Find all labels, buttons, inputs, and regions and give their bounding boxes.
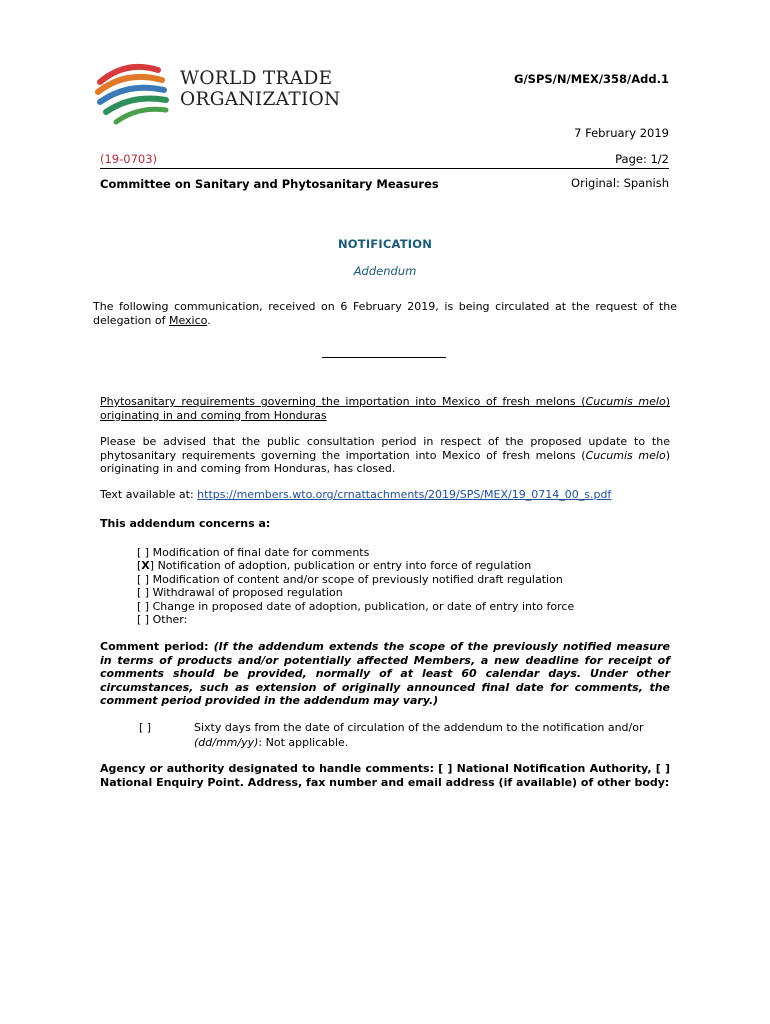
advice-species: Cucumis melo [585,448,666,462]
original-language: Original: Spanish [571,176,669,190]
list-item [137,546,677,559]
section-separator [322,357,446,358]
checkbox-label: Modification of content and/or scope of previously notified draft regulation [152,572,563,586]
text-available-label: Text available at: [100,488,198,501]
notification-title: NOTIFICATION [337,237,433,251]
advice-prefix: Please be advised that the public consultation period in respect of the proposed update to the phytosanitary requirements governing the importation into Mexico of fresh melons ( [100,435,670,462]
checkbox-label: Other: [152,613,188,627]
list-item [137,559,677,572]
document-symbol: G/SPS/N/MEX/358/Add.1 [514,72,669,86]
date-format: (dd/mm/yy) [194,735,259,749]
header-divider [100,168,669,169]
comment-period-text: (If the addendum extends the scope of the previously notified measure in terms of products and/or potentially affected Members, a new deadline for receipt of comments should be provided, normally of at least 60 calendar days. Under other circumstances, such as extension of originally announced final date for comments, the comment period provided in the addendum may vary.) [100,640,671,707]
committee-name: Committee on Sanitary and Phytosanitary Measures [100,177,439,191]
subject-title [100,395,670,422]
sixty-days-text [194,721,670,750]
comment-period-label: Comment period: [100,640,214,653]
checkbox-empty: [ ] [137,613,150,627]
org-name-line2: ORGANIZATION [180,89,341,110]
intro-text: The following communication, received on 6 February 2019, is being circulated at the request of the delegation of [93,300,677,327]
sixty-days-label: Sixty days from the date of circulation of the addendum to the notification and/or [194,721,644,734]
intro-country: Mexico [168,314,208,327]
subject-prefix: Phytosanitary requirements governing the importation into Mexico of fresh melons ( [100,395,586,408]
document-number: (19-0703) [100,152,158,166]
intro-end: . [207,314,211,327]
checkbox-empty: [ ] [137,599,150,613]
wto-logo-icon [92,56,172,132]
document-date: 7 February 2019 [574,126,669,140]
advice-suffix: ) originating in and coming from Honduras, has closed. [100,448,670,475]
text-available [100,488,670,502]
list-item [137,573,677,586]
advice-paragraph [100,435,670,476]
checkbox-close: ] [149,559,155,573]
checkbox-empty: [ ] [137,546,150,559]
comment-period-paragraph [100,640,670,708]
concerns-heading: This addendum concerns a: [100,517,271,530]
list-item [137,600,677,613]
checkbox-label: Modification of final date for comments [152,546,370,559]
org-name-line1: WORLD TRADE [180,68,333,89]
list-item [137,586,677,599]
concerns-list [137,546,677,626]
page-number: Page: 1/2 [615,152,669,166]
sixty-days-checkbox: [ ] [139,721,152,734]
checkbox-empty: [ ] [137,586,150,600]
checkbox-open: [ [137,559,142,573]
checkbox-empty: [ ] [137,572,150,586]
checkbox-label: Notification of adoption, publication or entry into force of regulation [157,559,532,573]
intro-paragraph [93,300,677,328]
addendum-subtitle: Addendum [353,264,417,278]
checkbox-label: Change in proposed date of adoption, publication, or date of entry into force [152,599,575,613]
org-name [180,68,341,110]
text-available-link[interactable]: https://members.wto.org/crnattachments/2019/SPS/MEX/19_0714_00_s.pdf [197,488,612,501]
subject-species: Cucumis melo [585,395,666,408]
checkbox-label: Withdrawal of proposed regulation [152,586,343,600]
sixty-days-value: : Not applicable. [258,735,349,749]
checkbox-mark: X [141,559,150,573]
agency-paragraph: Agency or authority designated to handle comments: [ ] National Notification Authority, [ ] National Enquiry Point. Address, fax number and email address (if available) of other body: [100,762,670,789]
list-item [137,613,677,626]
subject-suffix: ) originating in and coming from Honduras [100,395,670,422]
